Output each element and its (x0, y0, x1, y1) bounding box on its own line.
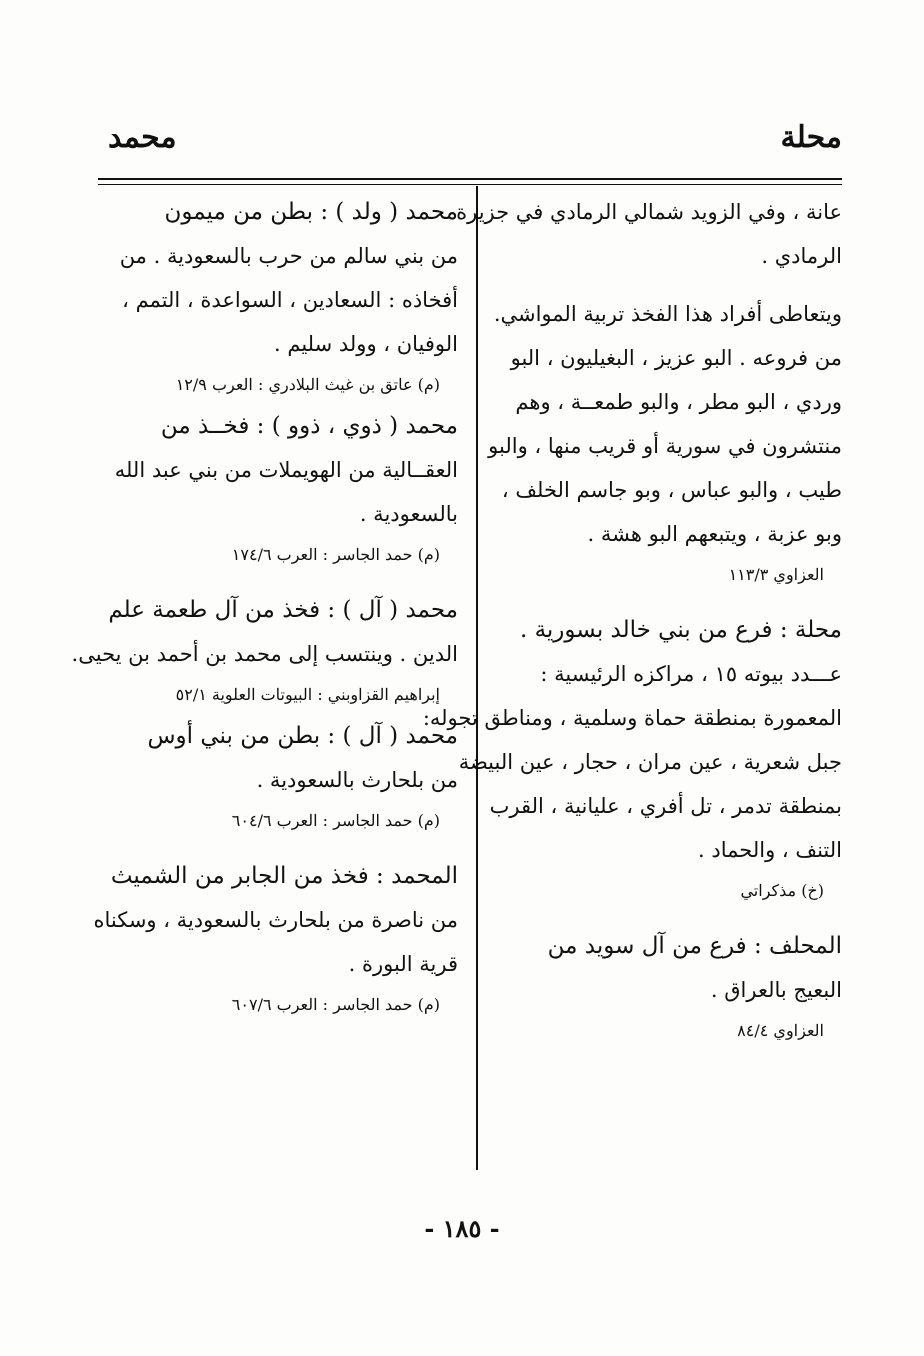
text-line: التنف ، والحماد . (698, 838, 842, 862)
page-number: - ١٨٥ - (424, 1214, 500, 1243)
header-right-word: محلة (780, 120, 842, 155)
text-line: أفخاذه : السعادين ، السواعدة ، التمم ، (122, 288, 458, 312)
reference-citation: إبراهيم القزاوبني : البيوتات العلوية ٥٢/١ (175, 685, 440, 704)
column-divider (476, 186, 478, 1170)
paragraph-gap (490, 910, 842, 924)
text-line: قرية البورة . (348, 952, 458, 976)
text-line: العقــالية من الهويملات من بني عبد الله (114, 458, 458, 482)
text-line: البعيج بالعراق . (710, 978, 842, 1002)
paragraph-gap (490, 278, 842, 292)
text-line: من بلحارث بالسعودية . (256, 768, 458, 792)
paragraph-gap (106, 840, 458, 854)
entry-heading-line: محمد ( آل ) : فخذ من آل طعمة علم (108, 597, 458, 623)
left-column (71, 190, 458, 1024)
text-line: جبل شعرية ، عين مران ، حجار ، عين البيضة (458, 750, 842, 774)
text-line: ويتعاطى أفراد هذا الفخذ تربية المواشي. (493, 302, 842, 326)
text-line: بمنطقة تدمر ، تل أفري ، عليانية ، القرب (489, 794, 842, 818)
text-line: الوفيان ، وولد سليم . (274, 332, 458, 356)
reference-citation: العزاوي ١١٣/٣ (728, 565, 824, 584)
text-line: عانة ، وفي الزويد شمالي الرمادي في جزيرة (456, 200, 842, 224)
entry-heading-line: محمد ( ولد ) : بطن من ميمون (164, 199, 458, 225)
text-line: وبو عزبة ، ويتبعهم البو هشة . (587, 522, 842, 546)
right-column (422, 190, 842, 1050)
text-line: طيب ، والبو عباس ، وبو جاسم الخلف ، (501, 478, 842, 502)
entry-heading-line: محمد ( ذوي ، ذوو ) : فخــذ من (160, 413, 458, 439)
entry-heading-line: محلة : فرع من بني خالد بسورية . (519, 617, 842, 643)
text-line: من ناصرة من بلحارث بالسعودية ، وسكناه (93, 908, 458, 932)
entry-heading-line: محمد ( آل ) : بطن من بني أوس (147, 723, 458, 749)
text-line: من فروعه . البو عزيز ، البغيليون ، البو (510, 346, 842, 370)
text-line: الدين . وينتسب إلى محمد بن أحمد بن يحيى. (71, 642, 458, 666)
text-line: بالسعودية . (359, 502, 458, 526)
text-line: الرمادي . (761, 244, 842, 268)
text-line: عـــدد بيوته ١٥ ، مراكزه الرئيسية : (540, 662, 842, 686)
text-line: المعمورة بمنطقة حماة وسلمية ، ومناطق تجوله: (422, 706, 842, 730)
reference-citation: (م) عاتق بن غيث البلادري : العرب ١٢/٩ (175, 375, 440, 394)
paragraph-gap (490, 594, 842, 608)
reference-citation: (خ) مذكراتي (740, 881, 824, 900)
header-rule (98, 178, 842, 180)
reference-citation: (م) حمد الجاسر : العرب ٦٠٤/٦ (231, 811, 440, 830)
reference-citation: (م) حمد الجاسر : العرب ١٧٤/٦ (231, 545, 440, 564)
reference-citation: (م) حمد الجاسر : العرب ٦٠٧/٦ (231, 995, 440, 1014)
entry-heading-line: المحمد : فخذ من الجابر من الشميث (110, 863, 458, 889)
text-line: وردي ، البو مطر ، والبو طمعــة ، وهم (515, 390, 842, 414)
entry-heading-line: المحلف : فرع من آل سويد من (547, 933, 842, 959)
header-rule-thin (98, 184, 842, 185)
reference-citation: العزاوي ٨٤/٤ (737, 1021, 824, 1040)
paragraph-gap (106, 574, 458, 588)
text-line: من بني سالم من حرب بالسعودية . من (119, 244, 458, 268)
text-line: منتشرون في سورية أو قريب منها ، والبو (488, 434, 842, 458)
header-left-word: محمد (108, 120, 177, 155)
